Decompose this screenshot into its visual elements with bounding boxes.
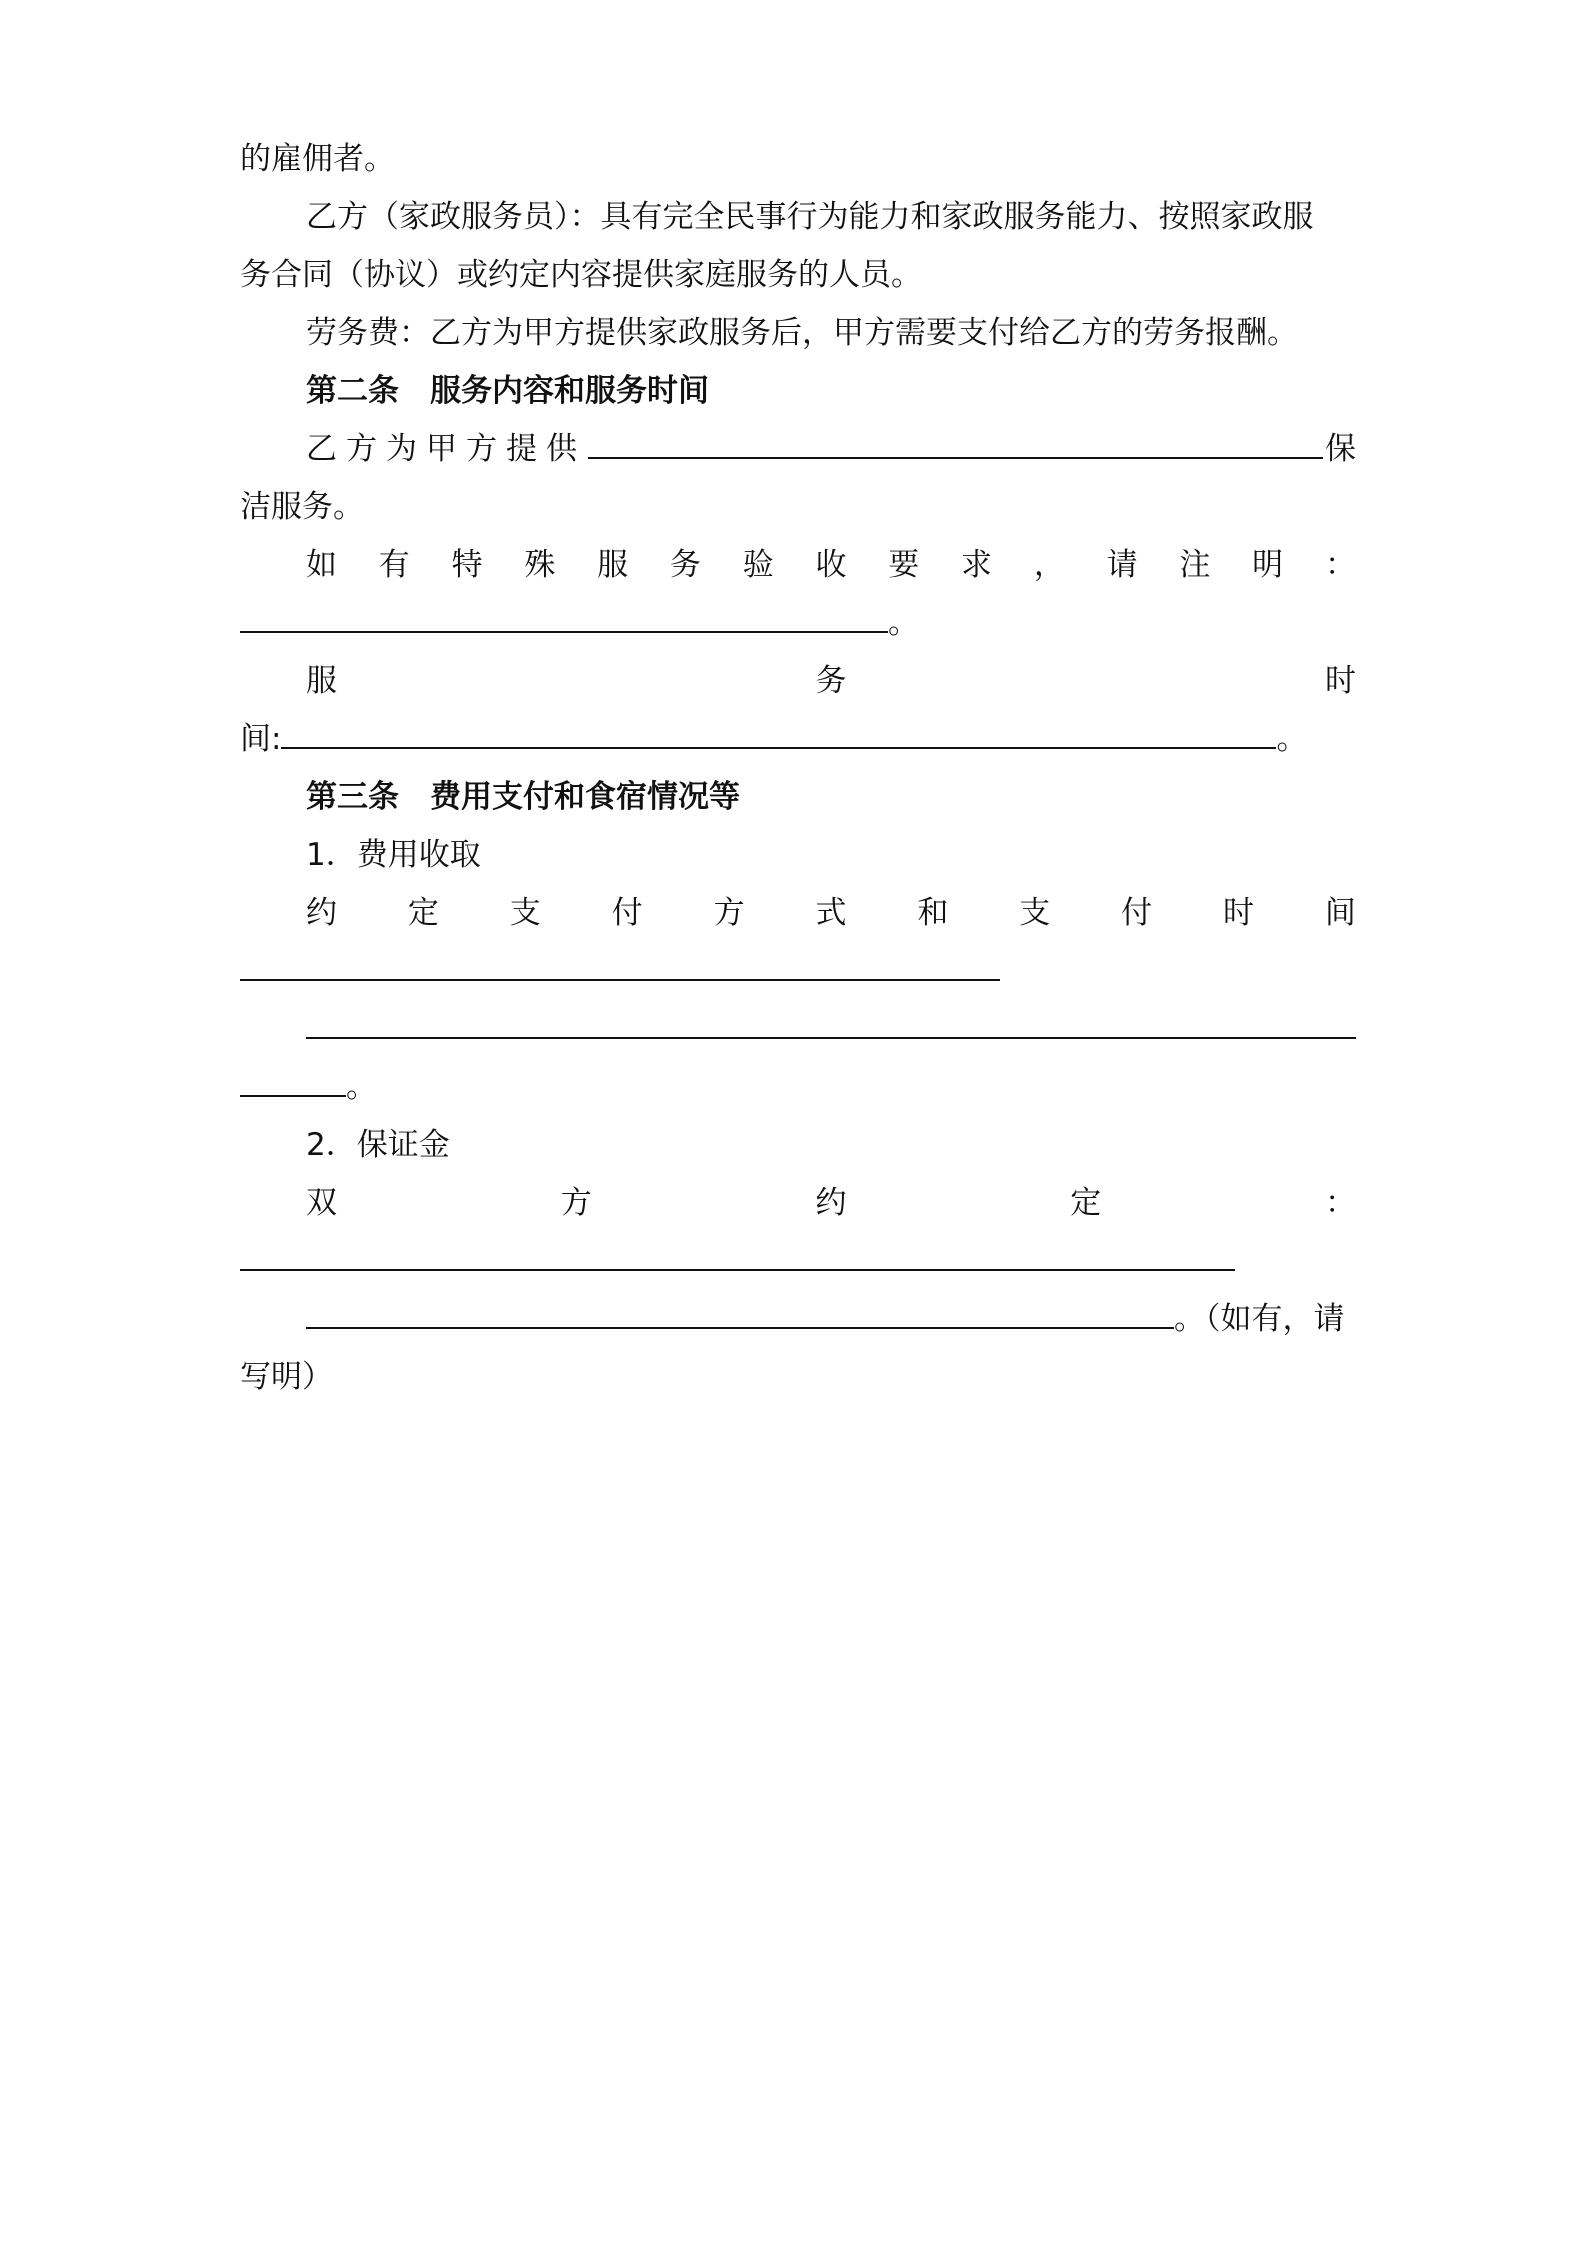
payment-blank-2[interactable] bbox=[306, 1007, 1356, 1039]
special-char: 明 bbox=[1252, 547, 1284, 583]
special-char: 收 bbox=[815, 547, 847, 583]
special-char: 如 bbox=[306, 547, 337, 583]
agree-char: 双 bbox=[306, 1185, 337, 1221]
deposit-continuation: 写明） bbox=[240, 1359, 333, 1395]
payment-char: 约 bbox=[306, 895, 337, 931]
special-char: 要 bbox=[888, 547, 920, 583]
payment-char: 时 bbox=[1223, 895, 1255, 931]
time-char: 服 bbox=[306, 663, 337, 699]
service-prefix: 乙方为甲方提供 bbox=[306, 431, 586, 467]
deposit-blank-1[interactable] bbox=[240, 1239, 1235, 1271]
agree-char: 定 bbox=[1070, 1185, 1102, 1221]
service-time-blank-line bbox=[240, 717, 1356, 761]
special-char: 服 bbox=[597, 547, 629, 583]
payment-char: 和 bbox=[917, 895, 949, 931]
payment-blank-line-3 bbox=[240, 1065, 1356, 1109]
paragraph-partyb-line1: 乙方（家政服务员）：具有完全民事行为能力和家政服务能力、按照家政服 bbox=[306, 199, 1314, 235]
payment-char: 式 bbox=[815, 895, 847, 931]
special-char: 请 bbox=[1106, 547, 1138, 583]
payment-char: 方 bbox=[713, 895, 745, 931]
time-char: 时 bbox=[1325, 663, 1356, 699]
deposit-blank-line-1 bbox=[240, 1239, 1356, 1283]
special-char: 有 bbox=[378, 547, 410, 583]
article-2-heading: 第二条 服务内容和服务时间 bbox=[306, 373, 709, 409]
payment-char: 支 bbox=[509, 895, 541, 931]
agree-char: ： bbox=[1325, 1185, 1356, 1221]
payment-end: 。 bbox=[346, 1069, 377, 1105]
service-time-line bbox=[306, 659, 1356, 703]
payment-char: 间 bbox=[1324, 895, 1356, 931]
agree-char: 约 bbox=[815, 1185, 847, 1221]
payment-blank-1[interactable] bbox=[240, 949, 1000, 981]
payment-char: 支 bbox=[1019, 895, 1051, 931]
special-char: 注 bbox=[1179, 547, 1211, 583]
special-char: 特 bbox=[451, 547, 483, 583]
payment-method-line bbox=[306, 891, 1356, 935]
paragraph-fee-definition: 劳务费：乙方为甲方提供家政服务后，甲方需要支付给乙方的劳务报酬。 bbox=[306, 315, 1298, 351]
special-requirement-line bbox=[306, 543, 1356, 587]
special-requirement-blank[interactable] bbox=[240, 601, 888, 633]
deposit-end: 。（如有，请 bbox=[1174, 1301, 1345, 1337]
agree-char: 方 bbox=[560, 1185, 592, 1221]
special-char: 求 bbox=[961, 547, 993, 583]
special-char: ： bbox=[1324, 547, 1356, 583]
service-content-blank[interactable] bbox=[588, 427, 1323, 459]
service-content-line bbox=[306, 427, 1356, 471]
service-time-blank[interactable] bbox=[281, 717, 1276, 749]
payment-char: 定 bbox=[407, 895, 439, 931]
special-requirement-blank-line bbox=[240, 601, 1356, 645]
item-2-deposit: 2．保证金 bbox=[306, 1127, 450, 1163]
special-end: 。 bbox=[888, 605, 919, 641]
time-prefix: 间: bbox=[240, 721, 282, 757]
payment-blank-line-1 bbox=[240, 949, 1356, 993]
payment-char: 付 bbox=[611, 895, 643, 931]
deposit-blank-2[interactable] bbox=[306, 1297, 1174, 1329]
agreement-line bbox=[306, 1181, 1356, 1225]
special-char: 务 bbox=[669, 547, 701, 583]
special-char: 验 bbox=[742, 547, 774, 583]
service-content-continuation: 洁服务。 bbox=[240, 489, 364, 525]
payment-char: 付 bbox=[1121, 895, 1153, 931]
payment-blank-line-2 bbox=[306, 1007, 1356, 1051]
paragraph-partyb-line2: 务合同（协议）或约定内容提供家庭服务的人员。 bbox=[240, 257, 922, 293]
item-1-fee-collection: 1．费用收取 bbox=[306, 837, 481, 873]
time-end: 。 bbox=[1276, 721, 1308, 757]
deposit-blank-line-2 bbox=[306, 1297, 1356, 1341]
payment-blank-3[interactable] bbox=[240, 1065, 346, 1097]
service-suffix: 保 bbox=[1325, 431, 1356, 467]
time-char: 务 bbox=[815, 663, 847, 699]
special-char: 殊 bbox=[524, 547, 556, 583]
special-char: ， bbox=[1033, 547, 1065, 583]
article-3-heading: 第三条 费用支付和食宿情况等 bbox=[306, 779, 740, 815]
paragraph-employer-end: 的雇佣者。 bbox=[240, 141, 395, 177]
